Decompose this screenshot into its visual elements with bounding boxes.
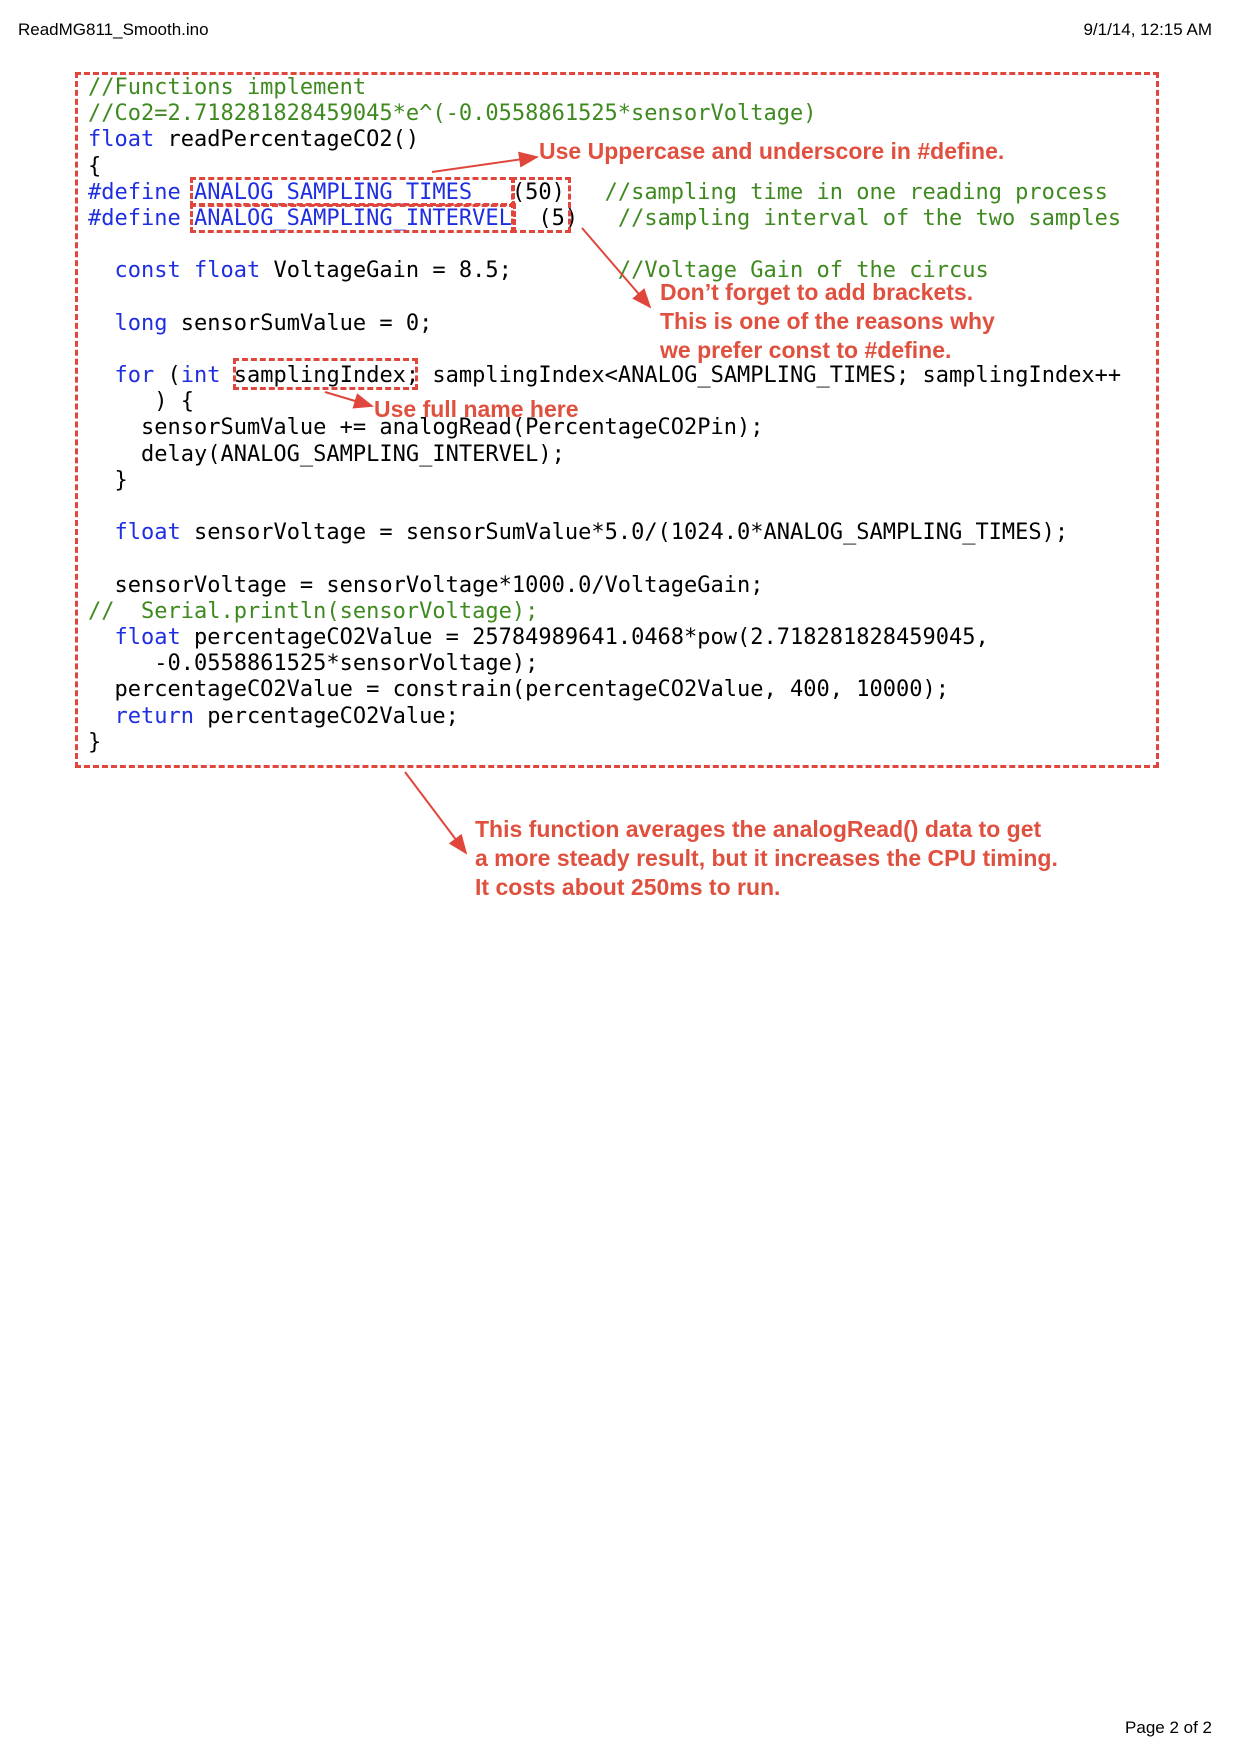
code-keyword: int	[180, 363, 221, 389]
code-comment: //sampling time in one reading process	[564, 179, 1108, 205]
code-text: sensorVoltage = sensorSumValue*5.0/(1024.0*ANALOG_SAMPLING_TIMES);	[180, 520, 1069, 546]
document-datetime: 9/1/14, 12:15 AM	[1083, 20, 1212, 39]
code-text: percentageCO2Value = constrain(percentageCO2Value, 400, 10000);	[88, 677, 949, 703]
code-text: delay(ANALOG_SAMPLING_INTERVEL);	[88, 441, 565, 467]
code-text: samplingIndex; samplingIndex<ANALOG_SAMPLING_TIMES; samplingIndex++	[220, 363, 1122, 389]
annotation-brackets-line-1: Don’t forget to add brackets.	[660, 279, 974, 305]
code-comment: //Co2=2.718281828459045*e^(-0.0558861525*sensorVoltage)	[88, 101, 817, 127]
code-keyword: const float	[114, 258, 261, 284]
code-text: readPercentageCO2()	[154, 127, 420, 153]
arrow-define-case	[432, 157, 537, 172]
code-comment: //sampling interval of the two samples	[578, 205, 1122, 231]
code-text: sensorSumValue += analogRead(PercentageCO2Pin);	[88, 415, 764, 441]
arrow-full-name	[325, 392, 372, 406]
code-text: (50)	[472, 179, 565, 205]
code-text: -0.0558861525*sensorVoltage);	[88, 651, 539, 677]
code-keyword: ANALOG_SAMPLING_INTERVEL	[180, 205, 512, 231]
annotation-summary-line-3: It costs about 250ms to run.	[475, 874, 781, 900]
code-keyword: float	[114, 520, 181, 546]
code-text: }	[88, 729, 102, 755]
code-keyword: #define	[88, 179, 181, 205]
annotation-full-name: Use full name here	[374, 396, 579, 422]
code-keyword: float	[88, 127, 155, 153]
code-text: VoltageGain = 8.5;	[260, 258, 512, 284]
code-keyword: for	[114, 363, 155, 389]
annotation-summary-line-2: a more steady result, but it increases the CPU timing.	[475, 845, 1058, 871]
code-keyword: long	[114, 310, 168, 336]
code-text: percentageCO2Value = 25784989641.0468*pow(2.718281828459045,	[180, 624, 989, 650]
arrow-summary	[405, 772, 466, 853]
document-filename: ReadMG811_Smooth.ino	[18, 20, 209, 39]
annotation-define-case: Use Uppercase and underscore in #define.	[539, 138, 1005, 164]
code-keyword: float	[114, 624, 181, 650]
code-text: sensorSumValue = 0;	[167, 310, 433, 336]
code-keyword: #define	[88, 205, 181, 231]
arrow-brackets	[582, 228, 650, 307]
code-comment: //Voltage Gain of the circus	[511, 258, 989, 284]
annotation-summary-line-1: This function averages the analogRead() data to get	[475, 816, 1042, 842]
code-text: {	[88, 153, 102, 179]
code-keyword: return	[114, 703, 194, 729]
code-text: percentageCO2Value;	[193, 703, 459, 729]
code-text: (	[154, 363, 181, 389]
code-text: sensorVoltage = sensorVoltage*1000.0/VoltageGain;	[88, 572, 764, 598]
code-keyword: ANALOG_SAMPLING_TIMES	[180, 179, 473, 205]
code-comment: // Serial.println(sensorVoltage);	[88, 598, 539, 624]
annotation-brackets-line-2: This is one of the reasons why	[660, 308, 995, 334]
annotation-brackets-line-3: we prefer const to #define.	[660, 337, 952, 363]
page-number: Page 2 of 2	[1125, 1718, 1212, 1737]
code-text: (5)	[511, 205, 579, 231]
code-text: }	[88, 467, 128, 493]
code-text: ) {	[88, 389, 194, 415]
code-comment: //Functions implement	[88, 75, 367, 100]
